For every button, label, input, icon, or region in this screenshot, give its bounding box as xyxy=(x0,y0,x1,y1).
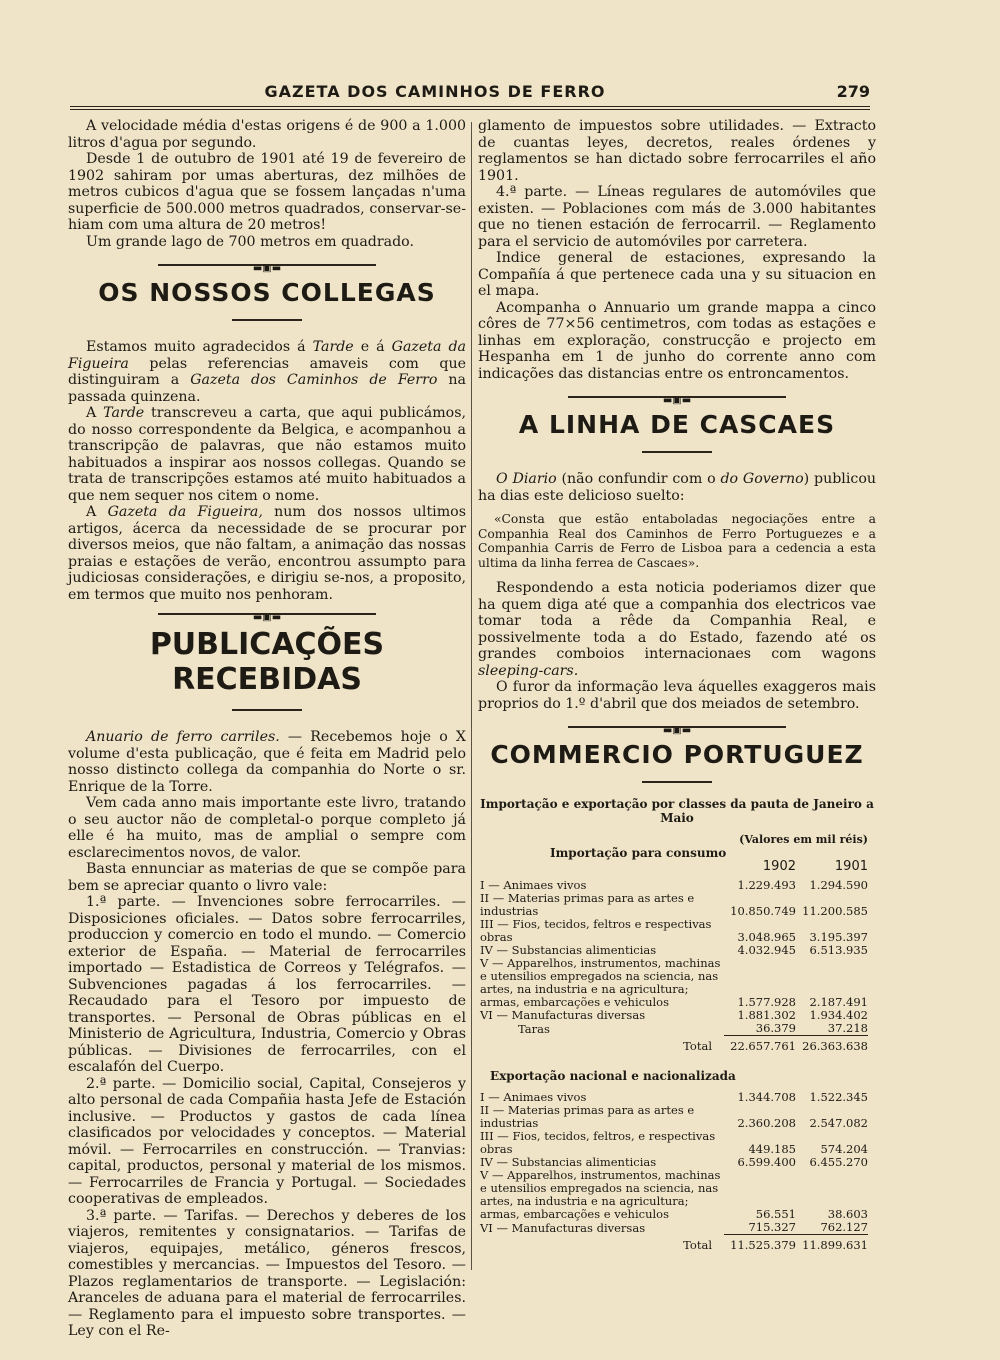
table-row: IV — Substancias alimenticias 6.599.400 6.455.270 xyxy=(480,1155,868,1169)
publicacoes-paragraph: Basta ennunciar as materias de que se compõe para bem se apreciar quanto o livro vale: xyxy=(68,861,466,894)
heading-underline xyxy=(642,451,712,453)
page-number: 279 xyxy=(836,82,870,101)
table-row: I — Animaes vivos 1.229.493 1.294.590 xyxy=(480,878,868,892)
trade-table-title: Importação e exportação por classes da pauta de Janeiro a Maio xyxy=(480,797,874,825)
commercio-heading: COMMERCIO PORTUGUEZ xyxy=(490,740,864,769)
table-row: Taras 36.379 37.218 xyxy=(518,1021,868,1036)
cascaes-paragraph: O furor da informação leva áquelles exaggeros mais proprios do 1.º d'abril que dos meiados de setembro. xyxy=(478,679,876,712)
left-column xyxy=(68,118,466,1340)
table-total-row: Total 11.525.379 11.899.631 xyxy=(478,1235,868,1253)
publicacoes-paragraph: 3.ª parte. — Tarifas. — Derechos y deberes de los viajeros, remitentes y consignatarios. — Tarifas de viajeros, equipajes, metálico, géneros frescos, comestibles y mercancias. — Impuestos del Tesoro. — Plazos reglamentarios de transporte. — Legislación: Aranceles de aduana para el material de ferrocarriles. — Reglamento para el impuesto sobre transportes. — Ley con el Re- xyxy=(68,1207,466,1339)
cascaes-paragraph: Respondendo a esta noticia poderiamos dizer que ha quem diga até que a companhia dos electricos vae tomar toda a rêde da Companhia Real, e possivelmente toda a do Estado, fazendo até os grandes comboios internacionaes com wagons sleeping-cars. xyxy=(478,580,876,679)
table-row: V — Apparelhos, instrumentos, machinas e utensilios empregados na sciencia, nas artes, na industria e na agricultura; armas, embarcações e vehiculos 1.577.928 2.187.491 xyxy=(480,956,868,1009)
publicacoes-paragraph: Anuario de ferro carriles. — Recebemos hoje o X volume d'esta publicação, que é feita em Madrid pelo nosso distincto collega da companhia do Norte o sr. Enrique de la Torre. xyxy=(68,729,466,795)
section-ornament: ▬▣▬ xyxy=(478,720,876,734)
collegas-paragraph: A Tarde transcreveu a carta, que aqui publicámos, do nosso correspondente da Belgica, e acompanhou a transcripção de palavras, que não estamos muito habituados a inspirar aos nossos collegas. Quando se trata de transcripções estamos até muito habituados a que nem sequer nos citem o nome. xyxy=(68,405,466,504)
publicacoes-paragraph: 1.ª parte. — Invenciones sobre ferrocarriles. — Disposiciones oficiales. — Datos sobre ferrocarriles, produccion y comercio en todo el mundo. — Comercio exterior de España. — Material de ferrocarriles importado — Estadistica de Correos y Telégrafos. — Subvenciones pagadas á los ferrocarriles. — Recaudado para el Tesoro por impuesto de transportes. — Personal de Obras públicas en el Ministerio de Agricultura, Industria, Comercio y Obras públicas. — Divisiones de ferrocarriles, con el escalafón del Cuerpo. xyxy=(68,894,466,1075)
table-row: II — Materias primas para as artes e industrias 2.360.208 2.547.082 xyxy=(480,1103,868,1130)
header-rule-bottom xyxy=(70,109,870,110)
section-ornament: ▬▣▬ xyxy=(68,607,466,621)
section-ornament: ▬▣▬ xyxy=(478,390,876,404)
cascaes-heading: A LINHA DE CASCAES xyxy=(518,410,836,439)
heading-underline xyxy=(232,709,302,711)
page-header-title: GAZETA DOS CAMINHOS DE FERRO xyxy=(264,82,606,101)
intro-paragraph: Desde 1 de outubro de 1901 até 19 de fevereiro de 1902 sahiram por umas aberturas, dez milhões de metros cubicos d'agua que se fossem lançadas n'uma superficie de 500.000 metros quadrados, conservar-se-hiam com uma altura de 20 metros! xyxy=(68,151,466,233)
export-section-title: Exportação nacional e nacionalizada xyxy=(490,1069,736,1083)
year-header: 1902 xyxy=(762,859,796,874)
year-header: 1901 xyxy=(834,859,868,874)
table-row: VI — Manufacturas diversas 1.881.302 1.934.402 xyxy=(480,1008,868,1022)
export-table xyxy=(478,1091,868,1252)
table-row: II — Materias primas para as artes e industrias 10.850.749 11.200.585 xyxy=(480,891,868,918)
header-rule-top xyxy=(70,106,870,107)
collegas-heading: OS NOSSOS COLLEGAS xyxy=(98,278,436,307)
table-row: V — Apparelhos, instrumentos, machinas e utensilios empregados na sciencia, nas artes, na industria e na agricultura; armas, embarcações e vehiculos 56.551 38.603 xyxy=(480,1168,868,1221)
cascaes-paragraph: O Diario (não confundir com o do Governo) publicou ha dias este delicioso suelto: xyxy=(478,471,877,504)
collegas-paragraph: Estamos muito agradecidos á Tarde e á Gazeta da Figueira pelas referencias amaveis com que distinguiram a Gazeta dos Caminhos de Ferro na passada quinzena. xyxy=(68,339,467,405)
table-total-row: Total 22.657.761 26.363.638 xyxy=(478,1036,868,1054)
section-ornament: ▬▣▬ xyxy=(68,258,466,272)
continuation-paragraph: 4.ª parte. — Líneas regulares de automóviles que existen. — Poblaciones com más de 3.000 habitantes que no tienen estación de ferrocarril. — Reglamento para el servicio de automóviles por carretera. xyxy=(478,184,876,250)
import-table xyxy=(478,860,868,1053)
intro-paragraph: A velocidade média d'estas origens é de 900 a 1.000 litros d'agua por segundo. xyxy=(68,118,466,151)
table-header-row xyxy=(478,860,868,879)
heading-underline xyxy=(232,319,302,321)
column-divider xyxy=(471,122,472,1270)
table-row: III — Fios, tecidos, feltros, e respectivas obras 449.185 574.204 xyxy=(480,1129,868,1156)
continuation-paragraph: glamento de impuestos sobre utilidades. — Extracto de cuantas leyes, decretos, reales órdenes y reglamentos se han dictado sobre ferrocarriles el año 1901. xyxy=(478,118,876,184)
publicacoes-paragraph: 2.ª parte. — Domicilio social, Capital, Consejeros y alto personal de cada Compañia hasta Jefe de Estación inclusive. — Productos y gastos de cada línea clasificados por velocidades y conceptos. — Material móvil. — Ferrocarriles en construcción. — Tranvias: capital, productos, personal y material de los mismos. — Ferrocarriles de Francia y Portugal. — Sociedades cooperativas de empleados. xyxy=(68,1075,466,1207)
table-row: IV — Substancias alimenticias 4.032.945 6.513.935 xyxy=(480,943,868,957)
publicacoes-heading: PUBLICAÇÕES RECEBIDAS xyxy=(149,627,385,697)
publicacoes-paragraph: Vem cada anno mais importante este livro, tratando o seu auctor não de completal-o porque completo já elle é ha muito, mas de amplial o sempre com esclarecimentos novos, de valor. xyxy=(68,795,466,861)
collegas-paragraph: A Gazeta da Figueira, num dos nossos ultimos artigos, ácerca da necessidade de se procurar por diversos meios, que não faltam, a animação das nossas praias e estações de verão, encontrou assumpto para judiciosas considerações, e dirigiu se-nos, a proposito, em termos que muito nos penhoram. xyxy=(68,504,466,603)
continuation-paragraph: Acompanha o Annuario um grande mappa a cinco côres de 77×56 centimetros, com todas as estações e linhas em exploração, construcção e projecto em Hespanha em 1 de junho do corrente anno com indicações das distancias entre os entroncamentos. xyxy=(478,299,876,382)
cascaes-quote: «Consta que estão entaboladas negociações entre a Companhia Real dos Caminhos de Ferro Portuguezes e a Companhia Carris de Ferro de Lisboa para a cedencia a esta ultima da linha ferrea de Cascaes». xyxy=(478,512,876,570)
trade-table-note: (Valores em mil réis) xyxy=(739,833,868,846)
heading-underline xyxy=(642,781,712,783)
table-row: VI — Manufacturas diversas 715.327 762.127 xyxy=(480,1220,868,1235)
continuation-paragraph: Indice general de estaciones, expresando la Compañía á que pertenece cada una y su situacion en el mapa. xyxy=(478,250,876,299)
table-row: III — Fios, tecidos, feltros e respectivas obras 3.048.965 3.195.397 xyxy=(480,917,868,944)
table-row: I — Animaes vivos 1.344.708 1.522.345 xyxy=(480,1090,868,1104)
page-header xyxy=(70,80,870,106)
right-column xyxy=(478,118,876,1252)
intro-paragraph: Um grande lago de 700 metros em quadrado. xyxy=(86,233,414,250)
import-section-title: Importação para consumo xyxy=(550,846,727,860)
